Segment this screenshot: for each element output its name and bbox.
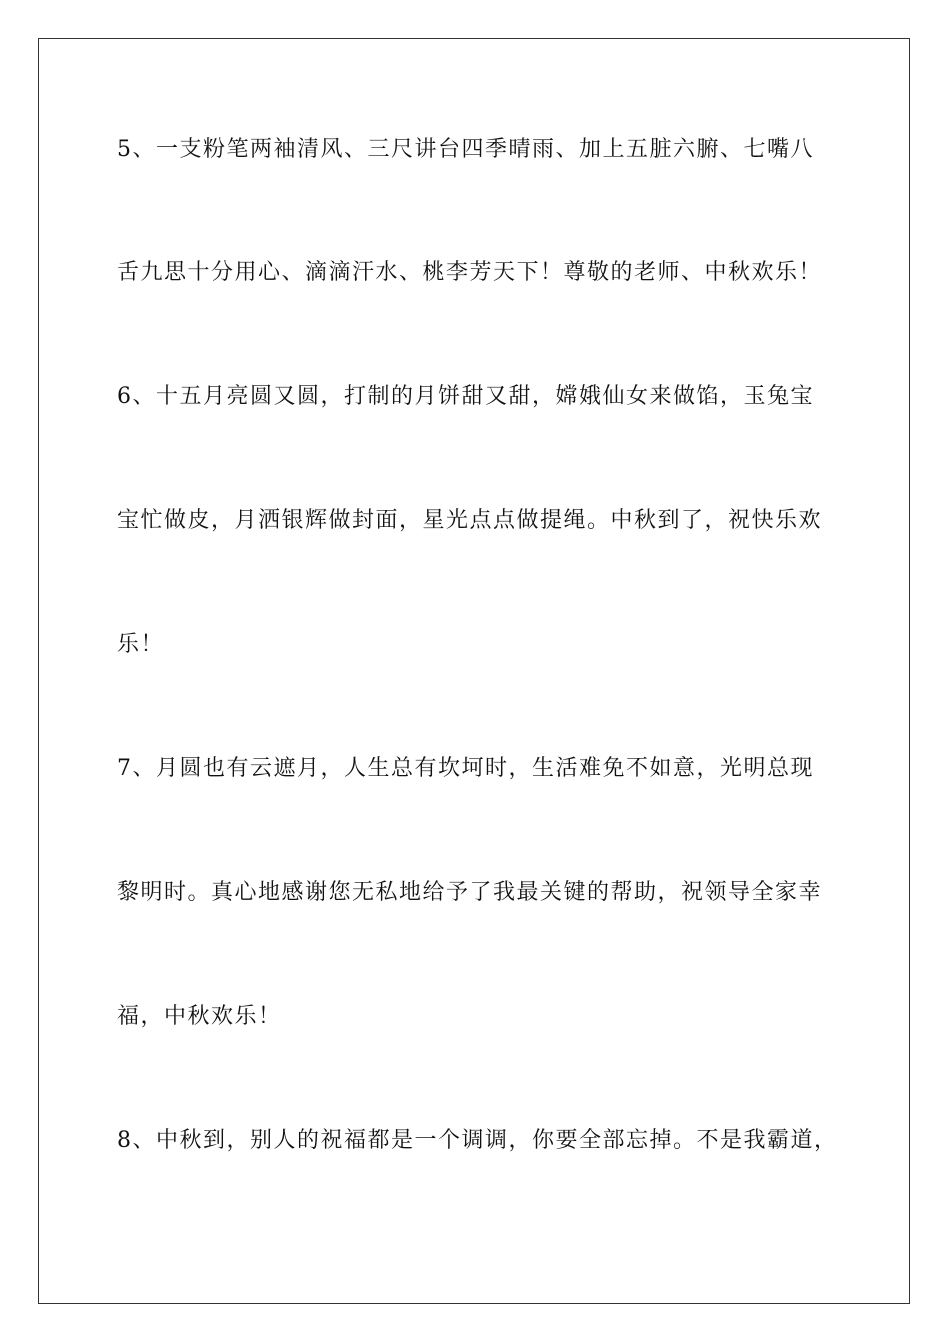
page-frame (38, 38, 910, 1304)
text-line: 福，中秋欢乐！ (117, 1004, 282, 1029)
text-line: 黎明时。真心地感谢您无私地给予了我最关键的帮助，祝领导全家幸 (117, 880, 823, 905)
text-line: 乐！ (117, 632, 165, 657)
text-line: 8、中秋到，别人的祝福都是一个调调，你要全部忘掉。不是我霸道， (117, 1128, 838, 1153)
text-line: 5、一支粉笔两袖清风、三尺讲台四季晴雨、加上五脏六腑、七嘴八 (117, 137, 814, 162)
text-line: 宝忙做皮，月洒银辉做封面，星光点点做提绳。中秋到了，祝快乐欢 (117, 508, 823, 533)
text-line: 6、十五月亮圆又圆，打制的月饼甜又甜，嫦娥仙女来做馅，玉兔宝 (117, 384, 814, 409)
text-line: 舌九思十分用心、滴滴汗水、桃李芳天下！尊敬的老师、中秋欢乐！ (117, 260, 823, 285)
text-line: 7、月圆也有云遮月，人生总有坎坷时，生活难免不如意，光明总现 (117, 756, 814, 781)
